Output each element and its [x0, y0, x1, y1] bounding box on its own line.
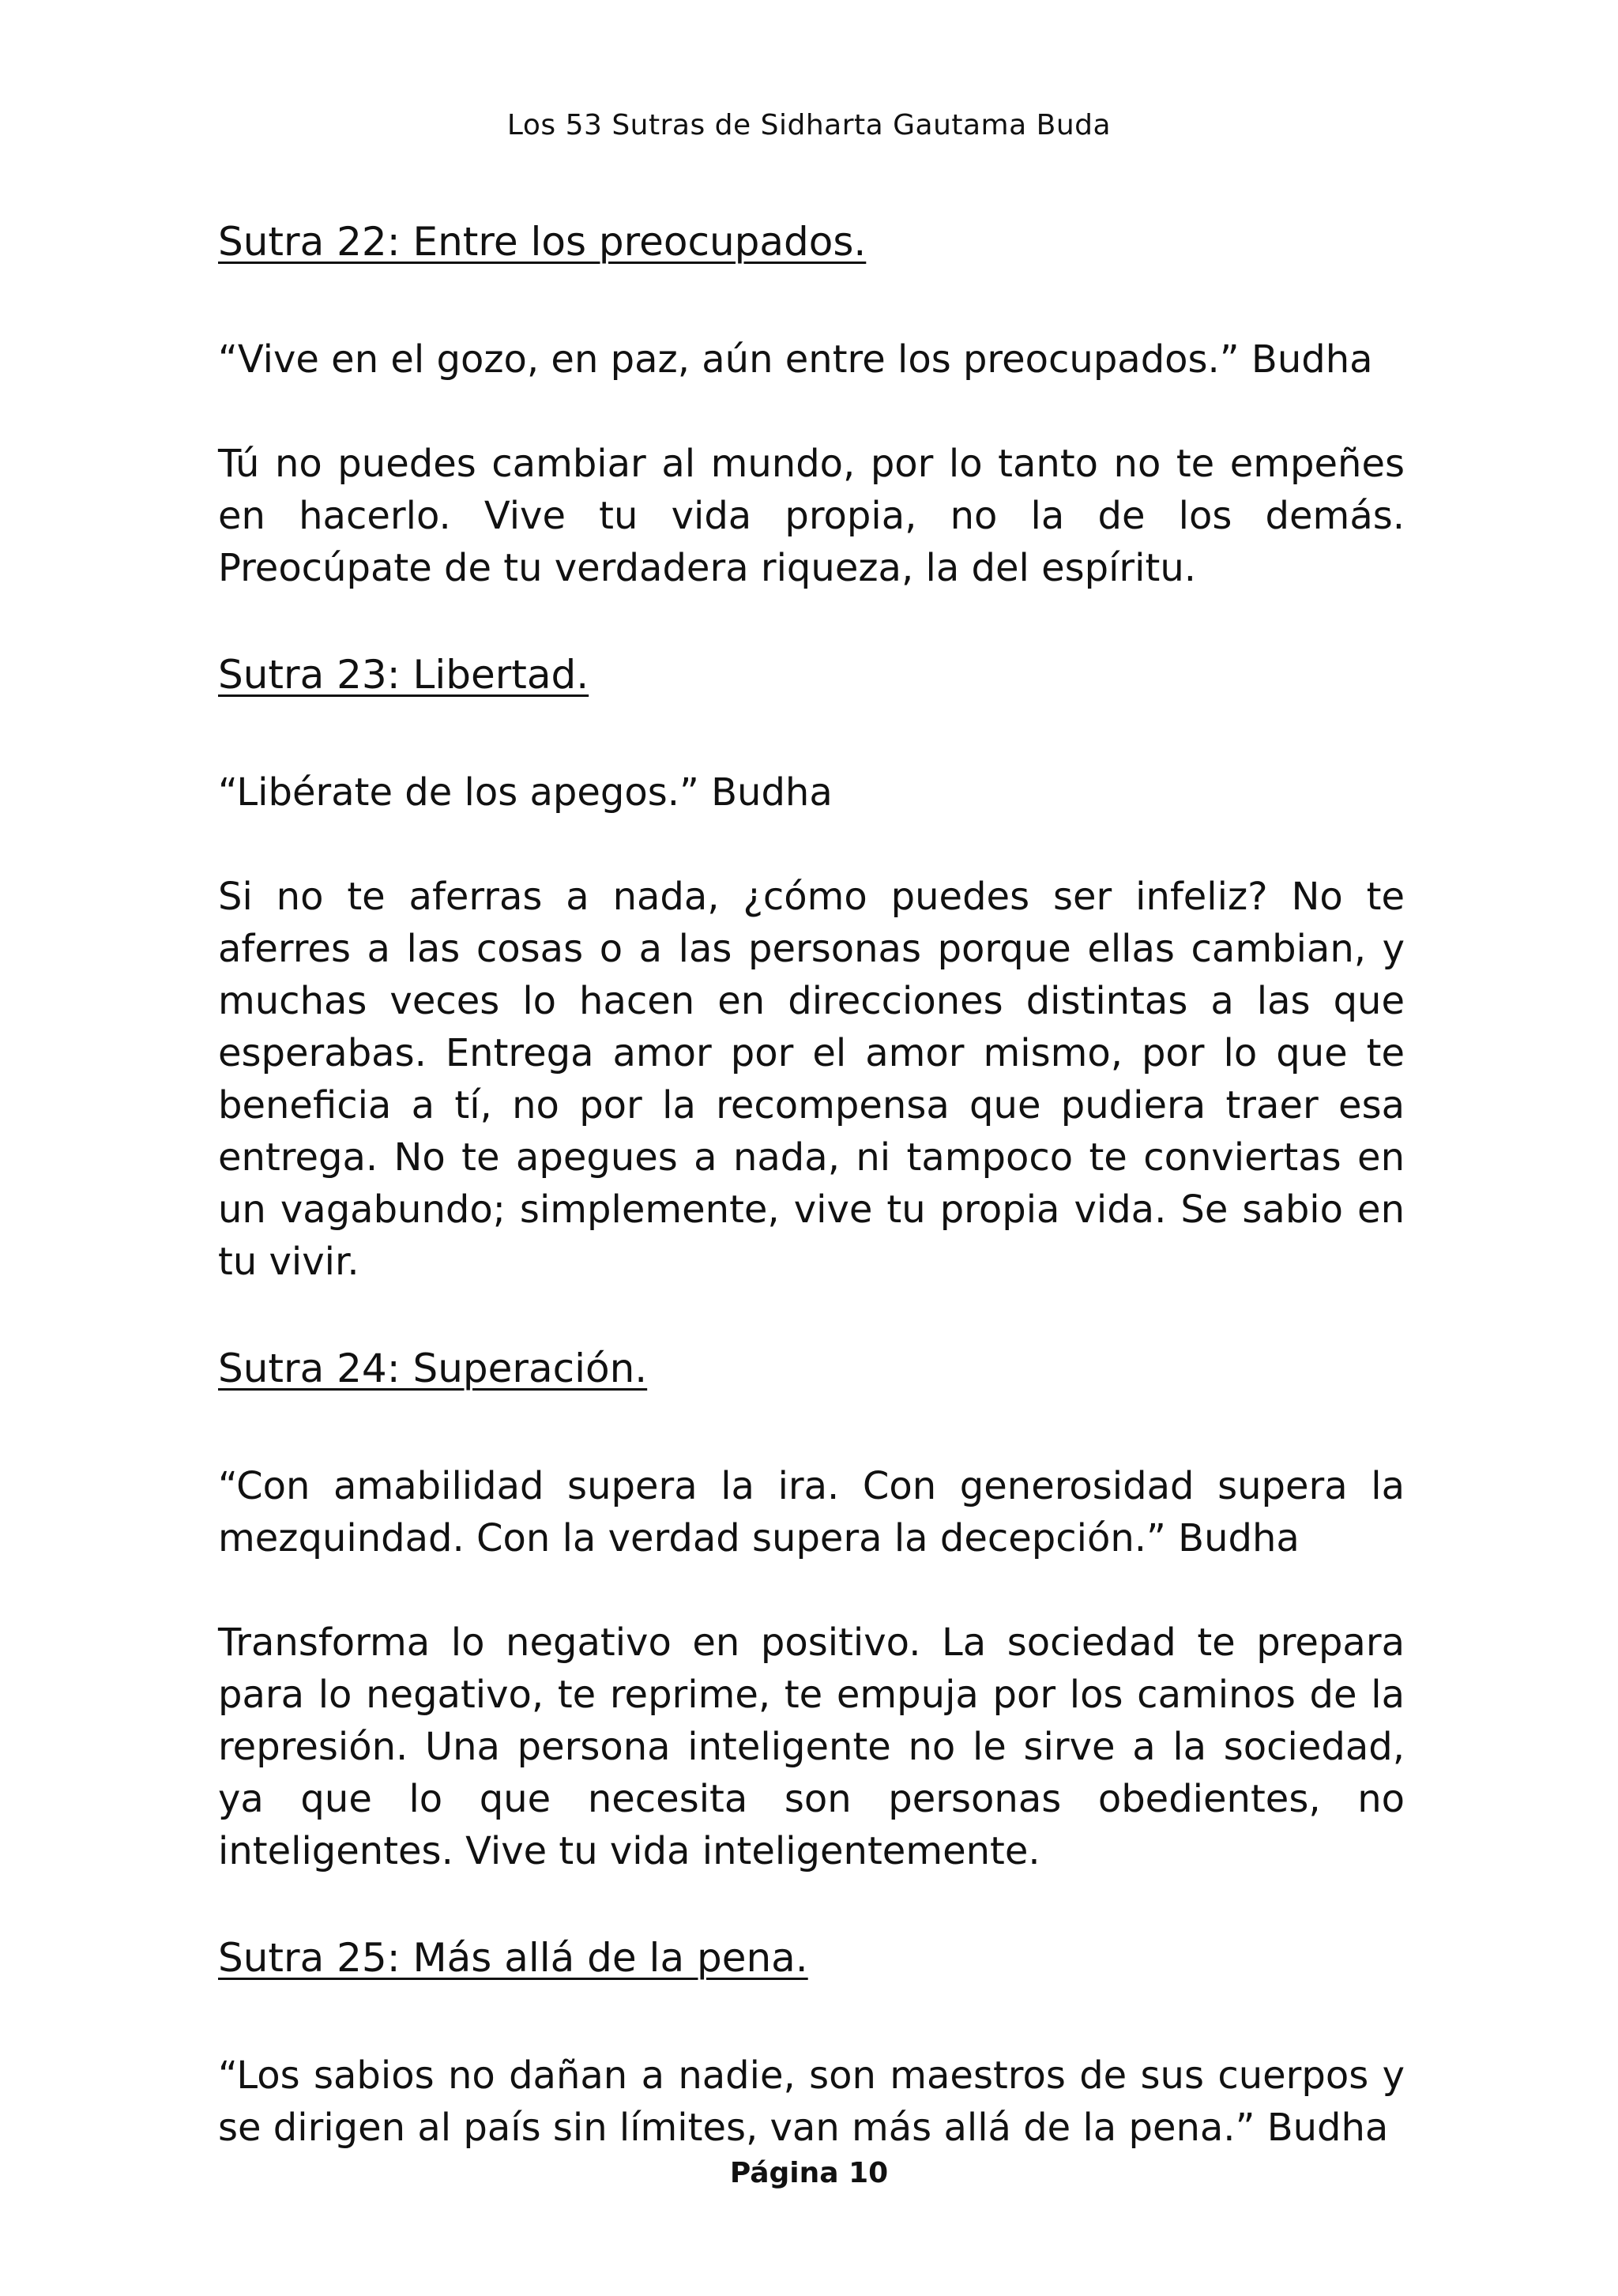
sutra-quote: “Libérate de los apegos.” Budha — [218, 770, 833, 815]
sutra-commentary: Si no te aferras a nada, ¿cómo puedes ser infeliz? No te aferres a las cosas o a las personas porque ellas cambian, y muchas veces lo hacen en direcciones distintas a las que esperabas. Entrega amor por el amor mismo, por lo que te beneficia a tí, no por la recompensa que pudiera traer esa entrega. No te apegues a nada, ni tampoco te conviertas en un vagabundo; simplemente, vive tu propia vida. Se sabio en tu vivir. — [218, 875, 1405, 1284]
page-content — [218, 213, 1405, 2154]
sutra-title: Sutra 25: Más allá de la pena. — [218, 1935, 808, 1981]
sutra-commentary: Tú no puedes cambiar al mundo, por lo tanto no te empeñes en hacerlo. Vive tu vida propia, no la de los demás. Preocúpate de tu verdadera riqueza, la del espíritu. — [218, 442, 1405, 590]
sutra-title: Sutra 23: Libertad. — [218, 652, 589, 698]
page-number: Página 10 — [729, 2157, 889, 2189]
sutra-23 — [218, 646, 1405, 1340]
sutra-quote: “Vive en el gozo, en paz, aún entre los preocupados.” Budha — [218, 337, 1373, 382]
sutra-24 — [218, 1340, 1405, 1929]
running-header: Los 53 Sutras de Sidharta Gautama Buda — [506, 109, 1112, 141]
sutra-title: Sutra 24: Superación. — [218, 1346, 648, 1391]
sutra-quote: “Los sabios no dañan a nadie, son maestros de sus cuerpos y se dirigen al país sin límites, van más allá de la pena.” Budha — [218, 2053, 1405, 2150]
sutra-quote: “Con amabilidad supera la ira. Con generosidad supera la mezquindad. Con la verdad supera la decepción.” Budha — [218, 1464, 1405, 1560]
sutra-title: Sutra 22: Entre los preocupados. — [218, 219, 867, 265]
sutra-22 — [218, 213, 1405, 646]
sutra-commentary: Transforma lo negativo en positivo. La sociedad te prepara para lo negativo, te reprime, te empuja por los caminos de la represión. Una persona inteligente no le sirve a la sociedad, ya que lo que necesita son personas obedientes, no inteligentes. Vive tu vida inteligentemente. — [218, 1620, 1405, 1873]
sutra-25 — [218, 1929, 1405, 2154]
